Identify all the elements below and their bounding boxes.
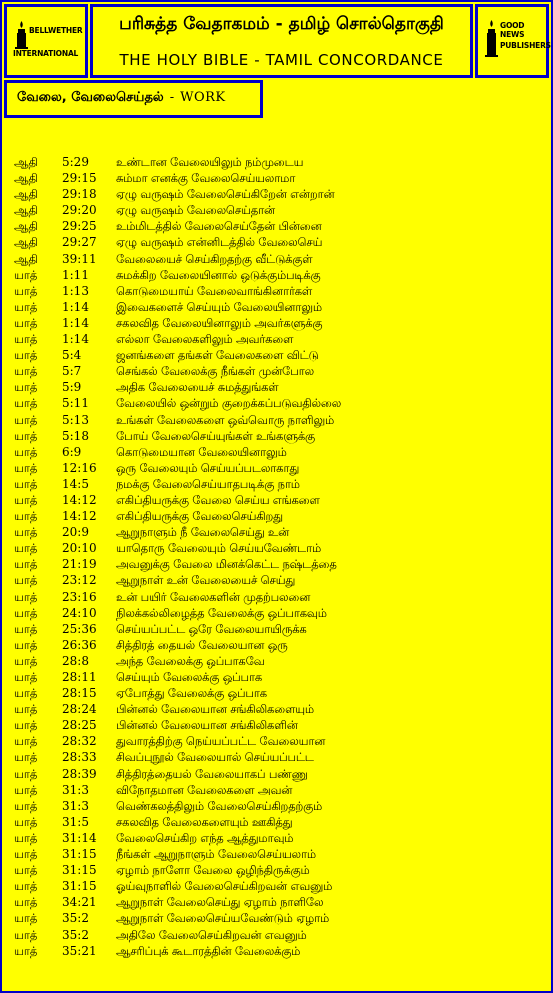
entry-reference: 31:14 (62, 830, 97, 845)
list-item (14, 540, 544, 556)
list-item (14, 444, 544, 460)
entry-book: ஆதி (14, 219, 38, 234)
entry-text: ஜனங்களை தங்கள் வேலைகளை விட்டு (116, 348, 319, 363)
list-item (14, 428, 544, 444)
list-item (14, 605, 544, 621)
entry-text: சகலவித வேலைகளையும் ஊகித்து (116, 814, 293, 829)
entry-text: ஆறுநாள் வேலைசெய்யவேண்டும் ஏழாம் (116, 911, 330, 926)
entry-book: யாத் (14, 734, 38, 749)
entry-book: யாத் (14, 299, 38, 314)
list-item (14, 154, 544, 170)
concordance-list (14, 154, 544, 959)
entry-text: அதிக வேலையைச் சுமத்துங்கள் (116, 380, 279, 395)
entry-text: இவைகளைச் செய்யும் வேலையினாலும் (116, 299, 322, 314)
entry-text: ஆறுநாள் உன் வேலையைச் செய்து (116, 573, 296, 588)
entry-text: அவனுக்கு வேலை மினக்கெட்ட நஷ்டத்தை (116, 557, 337, 572)
entry-book: யாத் (14, 267, 38, 282)
entry-reference: 14:12 (62, 492, 97, 507)
list-item (14, 315, 544, 331)
entry-book: யாத் (14, 814, 38, 829)
list-item (14, 717, 544, 733)
entry-text: பின்னல் வேலையான சங்கிலிகளின் (116, 718, 298, 733)
list-item (14, 460, 544, 476)
entry-reference: 21:19 (62, 557, 97, 572)
entry-reference: 29:25 (62, 219, 97, 234)
entry-reference: 28:25 (62, 718, 97, 733)
list-item (14, 927, 544, 943)
entry-reference: 12:16 (62, 460, 97, 475)
entry-reference: 28:24 (62, 702, 97, 717)
entry-text: அதிலே வேலைசெய்கிறவன் எவனும் (116, 927, 307, 942)
entry-book: யாத் (14, 557, 38, 572)
bellwether-logo (4, 4, 88, 78)
list-item (14, 862, 544, 878)
entry-text: கொடுமையான வேலையினாலும் (116, 444, 287, 459)
entry-book: யாத் (14, 525, 38, 540)
entry-reference: 1:11 (62, 267, 89, 282)
entry-book: யாத் (14, 492, 38, 507)
entry-book: யாத் (14, 863, 38, 878)
entry-reference: 29:15 (62, 171, 97, 186)
entry-book: யாத் (14, 911, 38, 926)
entry-reference: 31:5 (62, 814, 89, 829)
list-item (14, 283, 544, 299)
entry-book: யாத் (14, 782, 38, 797)
entry-text: சகலவித வேலையினாலும் அவர்களுக்கு (116, 315, 323, 330)
subject-separator: - (169, 90, 175, 105)
entry-reference: 5:7 (62, 364, 82, 379)
entry-reference: 5:11 (62, 396, 89, 411)
entry-reference: 29:20 (62, 203, 97, 218)
entry-book: யாத் (14, 686, 38, 701)
list-item (14, 782, 544, 798)
list-item (14, 685, 544, 701)
entry-reference: 14:12 (62, 509, 97, 524)
entry-book: ஆதி (14, 155, 38, 169)
entry-book: யாத் (14, 621, 38, 636)
list-item (14, 251, 544, 267)
entry-text: உண்டான வேலையிலும் நம்முடைய (116, 155, 304, 169)
list-item (14, 798, 544, 814)
entry-book: யாத் (14, 460, 38, 475)
title-tamil: பரிசுத்த வேதாகமம் - தமிழ் சொல்தொகுதி (119, 14, 444, 34)
list-item (14, 894, 544, 910)
entry-reference: 5:18 (62, 428, 89, 443)
entry-reference: 5:9 (62, 380, 82, 395)
entry-book: யாத் (14, 847, 38, 862)
entry-book: யாத் (14, 653, 38, 668)
entry-reference: 28:33 (62, 750, 97, 765)
list-item (14, 653, 544, 669)
list-item (14, 814, 544, 830)
list-item (14, 846, 544, 862)
entry-text: ஏபோத்து வேலைக்கு ஒப்பாக (116, 686, 267, 701)
entry-book: யாத் (14, 589, 38, 604)
entry-book: யாத் (14, 718, 38, 733)
entry-book: யாத் (14, 283, 38, 298)
entry-book: யாத் (14, 895, 38, 910)
entry-text: நமக்கு வேலைசெய்யாதபடிக்கு நாம் (116, 476, 300, 491)
entry-reference: 28:32 (62, 734, 97, 749)
list-item (14, 830, 544, 846)
entry-text: கொடுமையாய் வேலைவாங்கினார்கள் (116, 283, 313, 298)
list-item (14, 379, 544, 395)
list-item (14, 910, 544, 926)
entry-reference: 20:10 (62, 541, 97, 556)
entry-text: சித்திரத் தையல் வேலையான ஒரு (116, 637, 288, 652)
entry-book: யாத் (14, 315, 38, 330)
entry-book: யாத் (14, 605, 38, 620)
list-item (14, 186, 544, 202)
entry-reference: 5:13 (62, 412, 89, 427)
entry-reference: 1:14 (62, 299, 89, 314)
entry-text: உன் பயிர் வேலைகளின் முதற்பலனை (116, 589, 311, 604)
right-logo-line1: GOOD NEWS (500, 21, 525, 39)
entry-text: எகிப்தியருக்கு வேலைசெய்கிறது (116, 509, 283, 524)
entry-reference: 14:5 (62, 476, 89, 491)
title-banner (90, 4, 473, 78)
entry-reference: 1:13 (62, 283, 89, 298)
entry-reference: 39:11 (62, 251, 97, 266)
good-news-logo (475, 4, 549, 78)
entry-reference: 28:39 (62, 766, 97, 781)
entry-reference: 26:36 (62, 637, 97, 652)
entry-reference: 28:15 (62, 686, 97, 701)
entry-reference: 28:8 (62, 653, 89, 668)
entry-book: ஆதி (14, 171, 38, 186)
entry-text: போய் வேலைசெய்யுங்கள் உங்களுக்கு (116, 428, 315, 443)
entry-book: யாத் (14, 750, 38, 765)
entry-text: வேலையில் ஒன்றும் குறைக்கப்படுவதில்லை (116, 396, 342, 411)
entry-book: யாத் (14, 348, 38, 363)
entry-text: சுமக்கிற வேலையினால் ஒடுக்கும்படிக்கு (116, 267, 321, 282)
entry-text: உங்கள் வேலைகளை ஒவ்வொரு நாளிலும் (116, 412, 335, 427)
entry-text: செங்கல் வேலைக்கு நீங்கள் முன்போல (116, 364, 314, 379)
entry-text: யாதொரு வேலையும் செய்யவேண்டாம் (116, 541, 322, 556)
entry-book: யாத் (14, 509, 38, 524)
entry-text: விநோதமான வேலைகளை அவன் (116, 782, 293, 797)
entry-text: துவாரத்திற்கு நெய்யப்பட்ட வேலையான (116, 734, 326, 749)
entry-text: நீங்கள் ஆறுநாளும் வேலைசெய்யலாம் (116, 847, 316, 862)
subject-tamil: வேலை, வேலைசெய்தல் (17, 90, 164, 105)
lamp-icon (7, 7, 85, 75)
list-item (14, 556, 544, 572)
list-item (14, 492, 544, 508)
entry-reference: 1:14 (62, 315, 89, 330)
entry-text: வெண்கலத்திலும் வேலைசெய்கிறதற்கும் (116, 798, 323, 813)
left-logo-line2: INTERNATIONAL (13, 49, 79, 58)
entry-text: ஒரு வேலையும் செய்யப்படலாகாது (116, 460, 300, 475)
entry-text: சிவப்புநூல் வேலையால் செய்யப்பட்ட (116, 750, 314, 765)
entry-book: யாத் (14, 380, 38, 395)
list-item (14, 331, 544, 347)
list-item (14, 234, 544, 250)
entry-text: ஆறுநாள் வேலைசெய்து ஏழாம் நாளிலே (116, 895, 324, 910)
entry-text: ஓய்வுநாளில் வேலைசெய்கிறவன் எவனும் (116, 879, 333, 894)
entry-book: யாத் (14, 798, 38, 813)
entry-book: யாத் (14, 364, 38, 379)
entry-reference: 1:14 (62, 332, 89, 347)
entry-book: யாத் (14, 670, 38, 684)
entry-text: சும்மா எனக்கு வேலைசெய்யலாமா (116, 171, 296, 186)
list-item (14, 572, 544, 588)
entry-reference: 31:3 (62, 782, 89, 797)
entry-book: யாத் (14, 573, 38, 588)
entry-book: ஆதி (14, 187, 38, 202)
entry-book: யாத் (14, 428, 38, 443)
entry-text: அந்த வேலைக்கு ஒப்பாகவே (116, 653, 265, 668)
entry-reference: 5:4 (62, 348, 82, 363)
entry-reference: 31:15 (62, 863, 97, 878)
entry-book: யாத் (14, 879, 38, 894)
entry-text: ஏழு வருஷம் என்னிடத்தில் வேலைசெய் (116, 235, 323, 250)
entry-reference: 6:9 (62, 444, 82, 459)
entry-reference: 31:15 (62, 879, 97, 894)
entry-book: யாத் (14, 396, 38, 411)
list-item (14, 943, 544, 959)
entry-reference: 20:9 (62, 525, 89, 540)
list-item (14, 299, 544, 315)
list-item (14, 395, 544, 411)
list-item (14, 749, 544, 765)
list-item (14, 669, 544, 685)
entry-text: பின்னல் வேலையான சங்கிலிகளையும் (116, 702, 314, 717)
entry-reference: 29:18 (62, 187, 97, 202)
entry-text: ஏழு வருஷம் வேலைசெய்தான் (116, 203, 275, 218)
left-logo-line1: BELLWETHER (29, 26, 83, 35)
entry-book: யாத் (14, 476, 38, 491)
entry-book: யாத் (14, 702, 38, 717)
list-item (14, 267, 544, 283)
entry-text: ஏழாம் நாளோ வேலை ஒழிந்திருக்கும் (116, 863, 310, 878)
entry-book: யாத் (14, 444, 38, 459)
entry-text: உம்மிடத்தில் வேலைசெய்தேன் பின்னை (116, 219, 322, 234)
entry-book: யாத் (14, 943, 38, 958)
subject-heading (4, 80, 263, 118)
entry-reference: 35:2 (62, 927, 89, 942)
entry-text: ஆசரிப்புக் கூடாரத்தின் வேலைக்கும் (116, 943, 301, 958)
entry-reference: 28:11 (62, 670, 97, 684)
list-item (14, 637, 544, 653)
entry-book: யாத் (14, 332, 38, 347)
list-item (14, 589, 544, 605)
entry-book: யாத் (14, 637, 38, 652)
list-item (14, 766, 544, 782)
list-item (14, 363, 544, 379)
entry-book: யாத் (14, 830, 38, 845)
list-item (14, 218, 544, 234)
entry-text: செய்யும் வேலைக்கு ஒப்பாக (116, 670, 263, 684)
entry-reference: 35:2 (62, 911, 89, 926)
entry-book: யாத் (14, 766, 38, 781)
entry-text: வேலையைச் செய்கிறதற்கு வீட்டுக்குள் (116, 251, 313, 266)
entry-reference: 25:36 (62, 621, 97, 636)
entry-book: ஆதி (14, 235, 38, 250)
entry-book: யாத் (14, 927, 38, 942)
list-item (14, 170, 544, 186)
entry-book: ஆதி (14, 251, 38, 266)
entry-reference: 31:3 (62, 798, 89, 813)
right-logo-line2: PUBLISHERS (500, 41, 551, 50)
entry-book: யாத் (14, 541, 38, 556)
list-item (14, 476, 544, 492)
title-english: THE HOLY BIBLE - TAMIL CONCORDANCE (119, 51, 444, 69)
entry-book: யாத் (14, 412, 38, 427)
entry-text: சித்திரத்தையல் வேலையாகப் பண்ணு (116, 766, 308, 781)
entry-reference: 23:16 (62, 589, 97, 604)
list-item (14, 508, 544, 524)
list-item (14, 733, 544, 749)
list-item (14, 202, 544, 218)
entry-reference: 23:12 (62, 573, 97, 588)
list-item (14, 878, 544, 894)
entry-text: வேலைசெய்கிற எந்த ஆத்துமாவும் (116, 830, 294, 845)
subject-english: WORK (180, 90, 226, 105)
entry-reference: 35:21 (62, 943, 97, 958)
entry-text: எல்லா வேலைகளிலும் அவர்களை (116, 332, 294, 347)
list-item (14, 701, 544, 717)
entry-reference: 29:27 (62, 235, 97, 250)
entry-text: செய்யப்பட்ட ஒரே வேலையாயிருக்க (116, 621, 307, 636)
list-item (14, 524, 544, 540)
entry-reference: 5:29 (62, 155, 89, 169)
entry-text: ஆறுநாளும் நீ வேலைசெய்து உன் (116, 525, 290, 540)
entry-text: ஏழு வருஷம் வேலைசெய்கிறேன் என்றான் (116, 187, 335, 202)
list-item (14, 347, 544, 363)
list-item (14, 412, 544, 428)
entry-reference: 24:10 (62, 605, 97, 620)
list-item (14, 621, 544, 637)
entry-reference: 31:15 (62, 847, 97, 862)
entry-book: ஆதி (14, 203, 38, 218)
entry-text: எகிப்தியருக்கு வேலை செய்ய எங்களை (116, 492, 320, 507)
entry-text: நிலக்கல்லிழைத்த வேலைக்கு ஒப்பாகவும் (116, 605, 327, 620)
entry-reference: 34:21 (62, 895, 97, 910)
